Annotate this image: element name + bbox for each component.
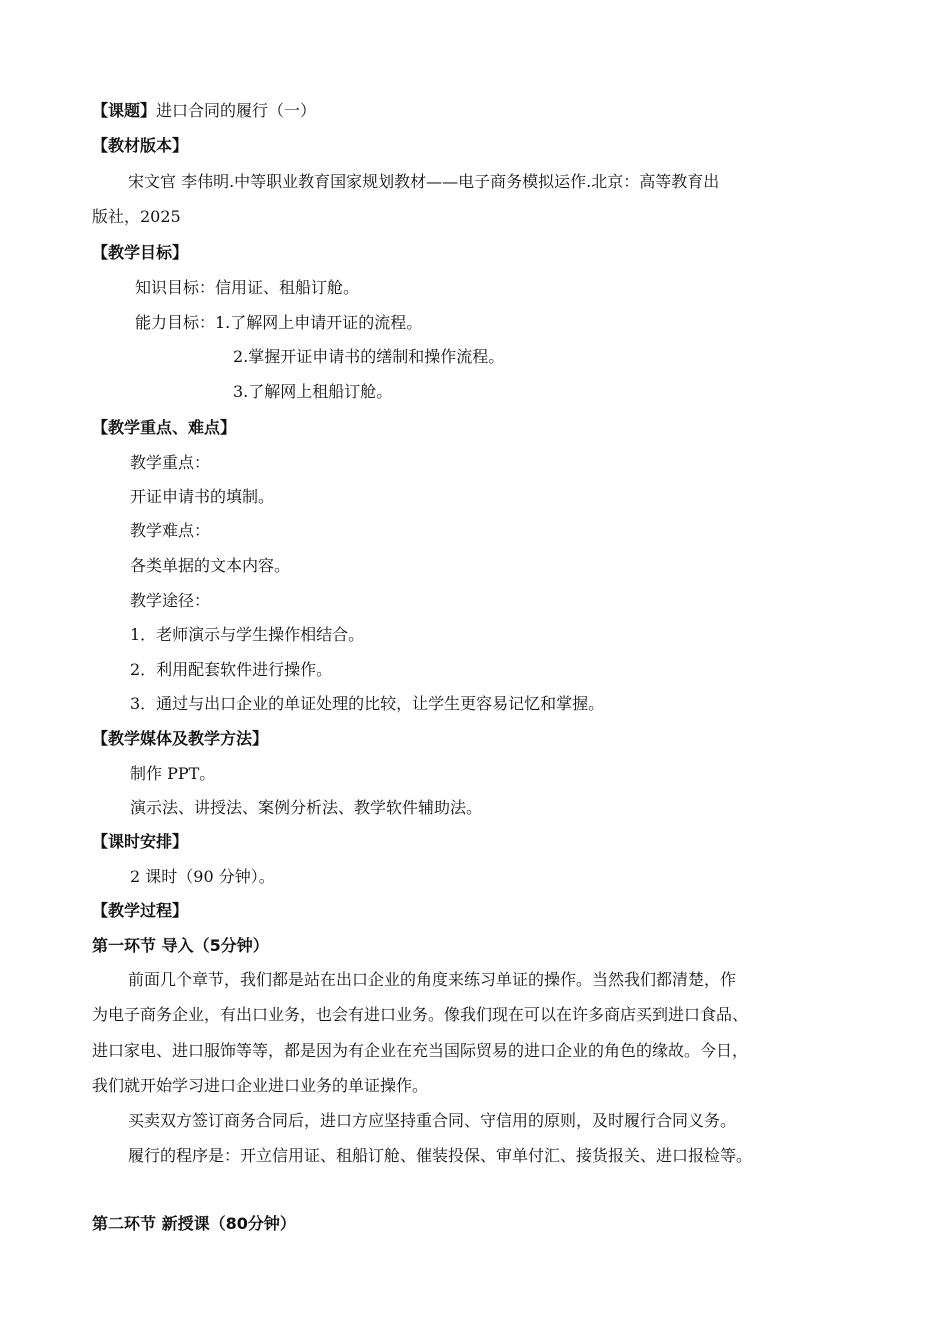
section-1-para-1-line-2: 为电子商务企业，有出口业务，也会有进口业务。像我们现在可以在许多商店买到进口食品、 <box>92 1005 749 1024</box>
section-1-para-3: 履行的程序是：开立信用证、租船订舱、催装投保、审单付汇、接货报关、进口报检等。 <box>128 1146 753 1165</box>
objectives-heading: 【教学目标】 <box>92 243 189 262</box>
approach-item-1: 1．老师演示与学生操作相结合。 <box>130 625 365 644</box>
textbook-heading: 【教材版本】 <box>92 136 189 155</box>
difficulty-label: 教学难点： <box>130 521 211 540</box>
section-1-para-1-line-4: 我们就开始学习进口企业进口业务的单证操作。 <box>92 1076 429 1095</box>
section-1-para-1-line-1: 前面几个章节，我们都是站在出口企业的角度来练习单证的操作。当然我们都清楚，作 <box>128 970 737 989</box>
difficulty-value: 各类单据的文本内容。 <box>130 556 291 575</box>
section-1-para-2: 买卖双方签订商务合同后，进口方应坚持重合同、守信用的原则，及时履行合同义务。 <box>128 1111 737 1130</box>
topic-value: 进口合同的履行（一） <box>156 101 317 120</box>
topic-line <box>92 100 316 122</box>
section-1-para-1-line-3: 进口家电、进口服饰等等，都是因为有企业在充当国际贸易的进口企业的角色的缘故。今日， <box>92 1041 749 1060</box>
textbook-line-2: 版社，2025 <box>92 207 181 226</box>
objective-ability-2: 2.掌握开证申请书的缮制和操作流程。 <box>233 347 505 366</box>
schedule-heading: 【课时安排】 <box>92 832 189 851</box>
schedule-value: 2 课时（90 分钟）。 <box>130 867 275 886</box>
approach-item-3: 3．通过与出口企业的单证处理的比较，让学生更容易记忆和掌握。 <box>130 694 605 713</box>
objective-ability-3: 3.了解网上租船订舱。 <box>233 382 393 401</box>
key-points-heading: 【教学重点、难点】 <box>92 418 237 437</box>
section-1-title: 第一环节 导入（5分钟） <box>92 936 269 955</box>
objective-ability-1: 能力目标：1.了解网上申请开证的流程。 <box>135 313 423 332</box>
topic-label: 【课题】 <box>92 101 157 120</box>
key-label: 教学重点： <box>130 453 211 472</box>
media-heading: 【教学媒体及教学方法】 <box>92 729 269 748</box>
section-2-title: 第二环节 新授课（80分钟） <box>92 1214 296 1233</box>
textbook-line-1: 宋文官 李伟明.中等职业教育国家规划教材——电子商务模拟运作.北京：高等教育出 <box>128 172 720 191</box>
approach-label: 教学途径： <box>130 591 211 610</box>
objective-knowledge: 知识目标：信用证、租船订舱。 <box>135 278 360 297</box>
media-line-1: 制作 PPT。 <box>130 764 216 783</box>
approach-item-2: 2．利用配套软件进行操作。 <box>130 660 333 679</box>
media-line-2: 演示法、讲授法、案例分析法、教学软件辅助法。 <box>130 798 483 817</box>
key-value: 开证申请书的填制。 <box>130 487 275 506</box>
process-heading: 【教学过程】 <box>92 901 189 920</box>
